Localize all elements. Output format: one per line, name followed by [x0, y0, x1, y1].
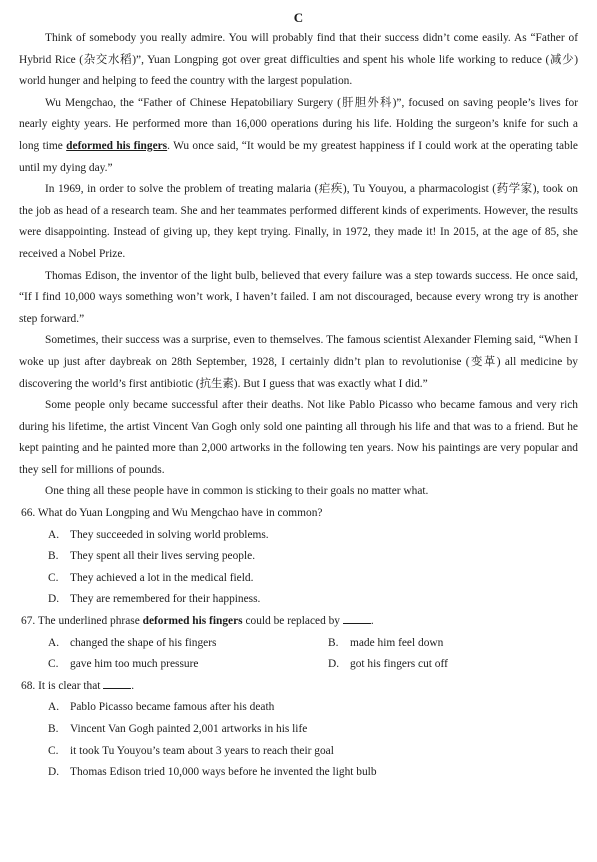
option-letter: C. — [48, 658, 59, 671]
option-letter: A. — [48, 528, 60, 541]
paragraph-6 — [19, 395, 578, 481]
option-c[interactable] — [19, 741, 578, 763]
paragraph-text: Think of somebody you really admire. You will probably find that their success didn’t come easily. As “Father of Hybrid Rice (杂交水稻)”, Yuan Longping got over great difficulties and spent his whole life working to reduce (减少) world hunger and helping to feed the country with the largest population. — [19, 32, 578, 88]
option-letter: A. — [48, 701, 60, 714]
question-text: could be replaced by — [242, 615, 341, 628]
option-c[interactable] — [48, 654, 328, 676]
question-text: What do Yuan Longping and Wu Mengchao have in common? — [37, 507, 323, 520]
option-text: They are remembered for their happiness. — [70, 593, 261, 606]
paragraph-7 — [19, 481, 578, 503]
option-text: Thomas Edison tried 10,000 ways before he invented the light bulb — [70, 766, 377, 779]
option-a[interactable] — [48, 633, 328, 655]
option-letter: D. — [48, 766, 60, 779]
paragraph-5 — [19, 330, 578, 395]
paragraph-text: Wu Mengchao, the “Father of Chinese Hepatobiliary Surgery (肝胆外科)”, focused on saving people’s lives for nearly eighty years. He performed more than 16,000 operations during his life. Holding the surgeon’s knife for such a long time — [19, 96, 578, 152]
answer-blank — [103, 677, 131, 689]
option-letter: C. — [48, 571, 59, 584]
question-text: The underlined phrase — [37, 615, 143, 628]
option-grid — [19, 633, 578, 676]
option-text: it took Tu Youyou’s team about 3 years to reach their goal — [70, 744, 334, 757]
option-b[interactable] — [328, 633, 578, 655]
question-stem: 67. The underlined phrase deformed his fingers could be replaced by . — [19, 611, 578, 633]
option-text: They achieved a lot in the medical field. — [70, 571, 254, 584]
option-d[interactable] — [19, 589, 578, 611]
paragraph-text: Thomas Edison, the inventor of the light bulb, believed that every failure was a step towards success. He once said, “If I find 10,000 ways something won’t work, I haven’t failed. I am not discouraged, because every wrong try is another step forward.” — [19, 269, 578, 325]
bold-phrase: deformed his fingers — [142, 615, 243, 628]
option-letter: B. — [328, 636, 339, 649]
question-67 — [19, 611, 578, 676]
option-letter: D. — [48, 593, 60, 606]
question-66 — [19, 503, 578, 611]
option-b[interactable] — [19, 546, 578, 568]
paragraph-4 — [19, 266, 578, 331]
option-text: made him feel down — [350, 636, 444, 649]
paragraph-text: Some people only became successful after their deaths. Not like Pablo Picasso who became famous and very rich during his lifetime, the artist Vincent Van Gogh only sold one painting all through his life and that was to a friend. But he kept painting and he painted more than 2,000 artworks in the following ten years. Now his paintings are very popular and they sell for millions of pounds. — [19, 399, 578, 476]
option-text: Vincent Van Gogh painted 2,001 artworks in his life — [70, 723, 308, 735]
option-letter: A. — [48, 636, 60, 649]
question-number: 68. — [21, 679, 36, 692]
option-letter: B. — [48, 550, 59, 563]
option-d[interactable] — [328, 654, 578, 676]
section-title: C — [293, 10, 304, 25]
paragraph-text: In 1969, in order to solve the problem of treating malaria (疟疾), Tu Youyou, a pharmacologist (药学家), took on the job as head of a research team. She and her teammates performed different kinds of experiments. However, the results were disappointing. Instead of giving up, they kept trying. Finally, in 1972, they made it! In 2015, at the age of 85, she received a Nobel Prize. — [19, 183, 578, 260]
question-number: 66. — [21, 507, 36, 520]
option-text: They succeeded in solving world problems. — [70, 528, 269, 541]
paragraph-text: One thing all these people have in common is sticking to their goals no matter what. — [45, 485, 429, 498]
option-b[interactable] — [19, 719, 578, 741]
passage — [19, 28, 578, 503]
question-stem: 68. It is clear that . — [19, 676, 578, 698]
question-number: 67. — [21, 615, 36, 628]
option-text: got his fingers cut off — [350, 658, 448, 671]
option-d[interactable] — [19, 762, 578, 784]
option-a[interactable] — [19, 525, 578, 547]
question-text: It is clear that — [38, 679, 101, 692]
option-letter: C. — [48, 744, 59, 757]
paragraph-text: Sometimes, their success was a surprise, even to themselves. The famous scientist Alexander Fleming said, “When I woke up just after daybreak on 28th September, 1928, I certainly didn’t plan to revolutionise (变革) all medicine by discovering the world’s first antibiotic (抗生素). But I guess that was exactly what I did.” — [19, 334, 578, 390]
option-text: changed the shape of his fingers — [70, 636, 217, 649]
option-text: gave him too much pressure — [70, 658, 199, 671]
paragraph-1 — [19, 28, 578, 93]
answer-blank — [343, 612, 371, 624]
option-text: Pablo Picasso became famous after his death — [70, 701, 275, 714]
option-text: They spent all their lives serving people. — [70, 550, 256, 563]
question-68 — [19, 676, 578, 784]
underlined-phrase: deformed his fingers — [66, 139, 168, 152]
question-stem — [19, 503, 578, 525]
option-c[interactable] — [19, 568, 578, 590]
paragraph-text: . Wu once said, “It would be my greatest happiness if I could work at the operating table until my dying day.” — [19, 139, 578, 174]
paragraph-3 — [19, 179, 578, 265]
paragraph-2 — [19, 93, 578, 179]
option-a[interactable] — [19, 697, 578, 719]
option-letter: B. — [48, 723, 59, 735]
option-letter: D. — [328, 658, 340, 671]
